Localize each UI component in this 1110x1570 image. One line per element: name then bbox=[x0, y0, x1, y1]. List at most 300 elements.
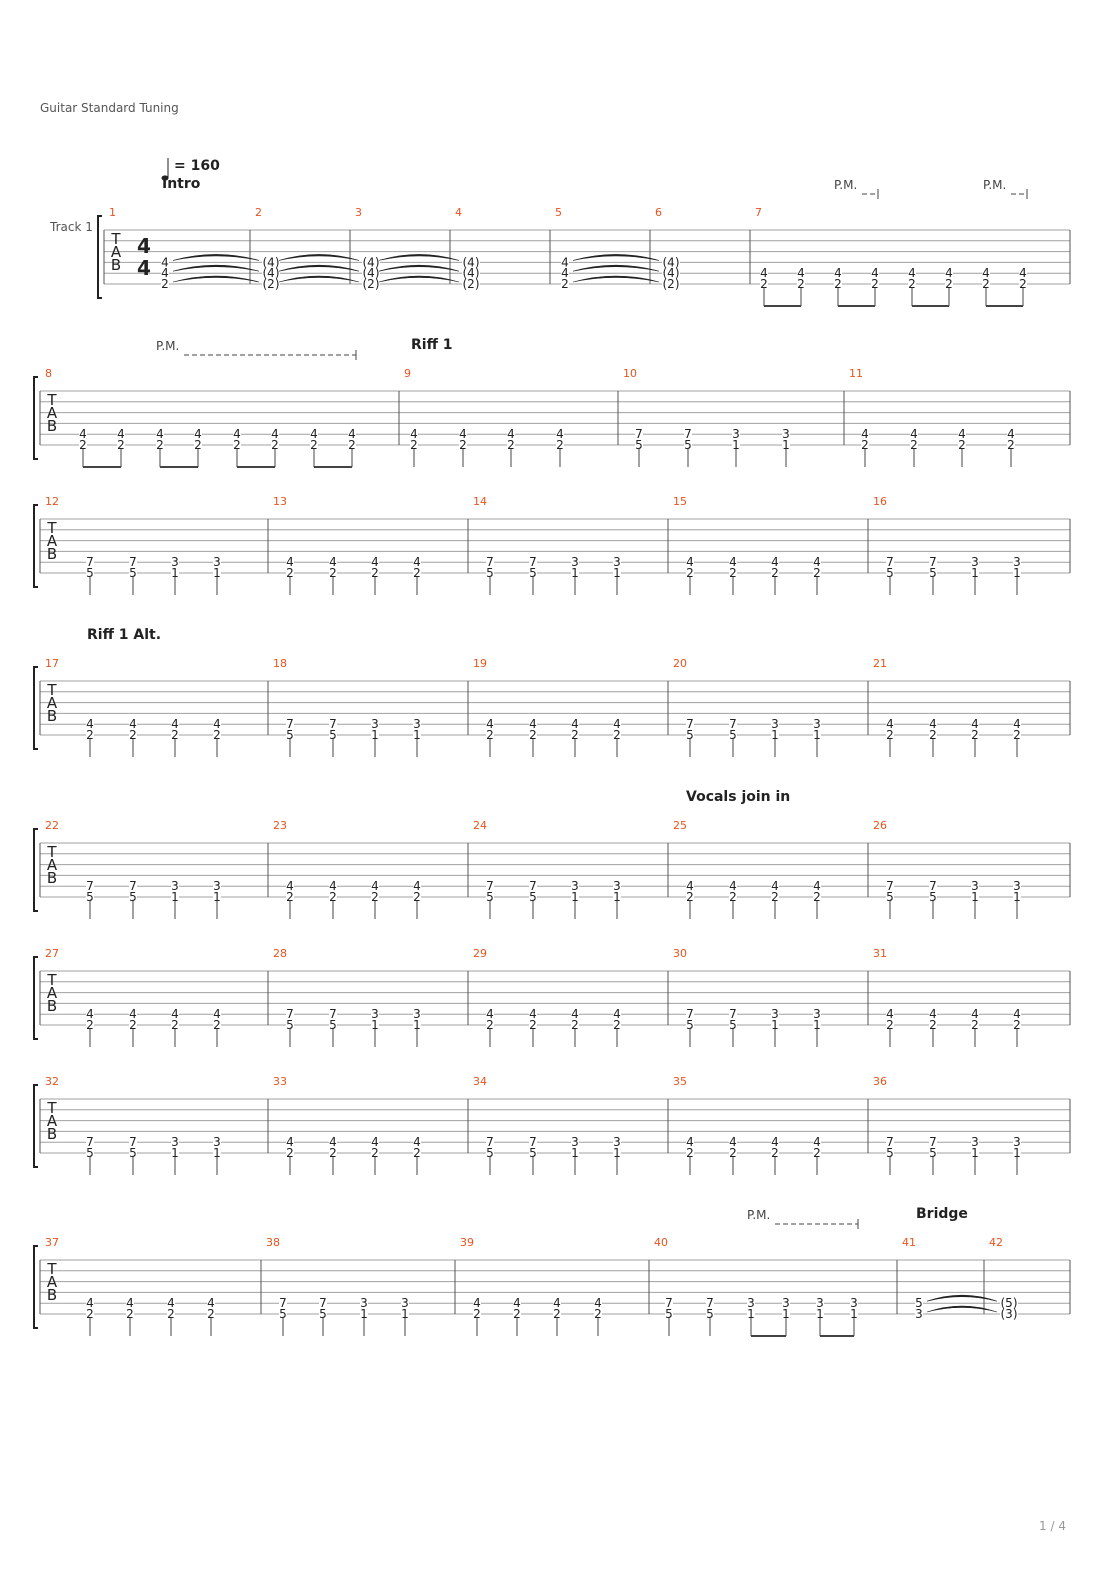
measure-number: 20 bbox=[673, 657, 687, 670]
fret-number: (4) bbox=[362, 255, 380, 270]
fret-number: 4 bbox=[561, 255, 569, 270]
fret-number: 7 bbox=[279, 1296, 287, 1311]
fret-number: 2 bbox=[553, 1307, 561, 1321]
fret-number: 4 bbox=[771, 1135, 779, 1150]
fret-number: 5 bbox=[529, 566, 537, 580]
measure-number: 14 bbox=[473, 495, 487, 508]
tab-clef-letter: T bbox=[47, 391, 57, 409]
system-bracket bbox=[34, 1246, 38, 1328]
fret-number: 5 bbox=[129, 1146, 137, 1160]
fret-number: 7 bbox=[635, 427, 643, 442]
tie-arc bbox=[573, 254, 659, 260]
fret-number: 4 bbox=[1013, 717, 1021, 732]
measure-number: 23 bbox=[273, 819, 287, 832]
fret-number: 2 bbox=[329, 890, 337, 904]
measure-number: 19 bbox=[473, 657, 487, 670]
tab-clef-letter: A bbox=[46, 404, 58, 422]
fret-number: 4 bbox=[507, 427, 515, 442]
tie-arc bbox=[573, 276, 659, 282]
fret-number: 5 bbox=[286, 1018, 294, 1032]
tab-clef-letter: B bbox=[46, 1286, 58, 1304]
fret-number: 5 bbox=[86, 566, 94, 580]
measure-number: 15 bbox=[673, 495, 687, 508]
fret-number: 3 bbox=[371, 717, 379, 732]
fret-number: 2 bbox=[271, 438, 279, 452]
fret-number: 3 bbox=[771, 1007, 779, 1022]
fret-number: (3) bbox=[1000, 1307, 1018, 1321]
fret-number: 4 bbox=[553, 1296, 561, 1311]
fret-number: 2 bbox=[348, 438, 356, 452]
fret-number: (4) bbox=[262, 255, 280, 270]
fret-number: 2 bbox=[329, 1146, 337, 1160]
measure-number: 25 bbox=[673, 819, 687, 832]
fret-number: 2 bbox=[813, 1146, 821, 1160]
fret-number: 2 bbox=[556, 438, 564, 452]
fret-number: 5 bbox=[686, 1018, 694, 1032]
fret-number: 4 bbox=[908, 266, 916, 281]
fret-number: 2 bbox=[613, 1018, 621, 1032]
tie-arc bbox=[173, 254, 259, 260]
fret-number: 3 bbox=[171, 1135, 179, 1150]
fret-number: 2 bbox=[213, 728, 221, 742]
fret-number: 2 bbox=[871, 277, 879, 291]
tie-arc bbox=[379, 265, 459, 271]
fret-number: 1 bbox=[413, 1018, 421, 1032]
system-bracket bbox=[34, 829, 38, 911]
fret-number: (4) bbox=[662, 255, 680, 270]
fret-number: 4 bbox=[410, 427, 418, 442]
fret-number: 2 bbox=[813, 566, 821, 580]
tab-clef-letter: T bbox=[111, 230, 121, 248]
tab-clef-letter: A bbox=[46, 1273, 58, 1291]
fret-number: 3 bbox=[971, 1135, 979, 1150]
measure-number: 21 bbox=[873, 657, 887, 670]
tab-clef-letter: A bbox=[46, 856, 58, 874]
fret-number: 4 bbox=[1019, 266, 1027, 281]
tie-arc bbox=[379, 276, 459, 282]
fret-number: 3 bbox=[171, 555, 179, 570]
measure-number: 30 bbox=[673, 947, 687, 960]
fret-number: 1 bbox=[571, 890, 579, 904]
fret-number: 5 bbox=[319, 1307, 327, 1321]
measure-number: 6 bbox=[655, 206, 662, 219]
fret-number: 3 bbox=[732, 427, 740, 442]
fret-number: 4 bbox=[613, 717, 621, 732]
fret-number: 2 bbox=[371, 1146, 379, 1160]
measure-number: 38 bbox=[266, 1236, 280, 1249]
measure-number: 40 bbox=[654, 1236, 668, 1249]
fret-number: 4 bbox=[459, 427, 467, 442]
fret-number: 4 bbox=[529, 717, 537, 732]
palm-mute-label: P.M. bbox=[156, 339, 180, 353]
fret-number: 2 bbox=[529, 728, 537, 742]
section-label: Intro bbox=[162, 176, 201, 192]
fret-number: 2 bbox=[171, 1018, 179, 1032]
fret-number: 7 bbox=[486, 555, 494, 570]
tab-clef-letter: A bbox=[46, 532, 58, 550]
fret-number: 4 bbox=[171, 717, 179, 732]
fret-number: 4 bbox=[571, 717, 579, 732]
fret-number: 5 bbox=[279, 1307, 287, 1321]
fret-number: 7 bbox=[729, 1007, 737, 1022]
fret-number: 2 bbox=[929, 728, 937, 742]
fret-number: 4 bbox=[233, 427, 241, 442]
fret-number: 2 bbox=[329, 566, 337, 580]
tab-clef-letter: B bbox=[46, 997, 58, 1015]
fret-number: 7 bbox=[886, 555, 894, 570]
tab-clef-letter: T bbox=[47, 1260, 57, 1278]
fret-number: 5 bbox=[929, 1146, 937, 1160]
measure-number: 18 bbox=[273, 657, 287, 670]
fret-number: 4 bbox=[556, 427, 564, 442]
fret-number: 2 bbox=[760, 277, 768, 291]
fret-number: 2 bbox=[410, 438, 418, 452]
fret-number: 2 bbox=[129, 728, 137, 742]
fret-number: 4 bbox=[686, 879, 694, 894]
page-number: 1 / 4 bbox=[1039, 1519, 1066, 1533]
fret-number: 4 bbox=[945, 266, 953, 281]
section-label: Riff 1 Alt. bbox=[87, 627, 162, 643]
fret-number: 4 bbox=[529, 1007, 537, 1022]
fret-number: 1 bbox=[1013, 890, 1021, 904]
fret-number: 2 bbox=[594, 1307, 602, 1321]
tab-clef-letter: T bbox=[47, 681, 57, 699]
fret-number: 2 bbox=[958, 438, 966, 452]
fret-number: 3 bbox=[613, 1135, 621, 1150]
fret-number: 7 bbox=[286, 717, 294, 732]
fret-number: 2 bbox=[1007, 438, 1015, 452]
fret-number: 1 bbox=[213, 566, 221, 580]
fret-number: 2 bbox=[1019, 277, 1027, 291]
fret-number: 7 bbox=[486, 879, 494, 894]
fret-number: 4 bbox=[473, 1296, 481, 1311]
fret-number: 4 bbox=[613, 1007, 621, 1022]
fret-number: 4 bbox=[813, 879, 821, 894]
measure-number: 36 bbox=[873, 1075, 887, 1088]
fret-number: 1 bbox=[613, 566, 621, 580]
fret-number: 4 bbox=[771, 555, 779, 570]
fret-number: 4 bbox=[760, 266, 768, 281]
fret-number: 2 bbox=[908, 277, 916, 291]
fret-number: 7 bbox=[129, 1135, 137, 1150]
fret-number: 4 bbox=[207, 1296, 215, 1311]
fret-number: 1 bbox=[782, 438, 790, 452]
fret-number: (4) bbox=[662, 266, 680, 281]
fret-number: 2 bbox=[1013, 728, 1021, 742]
fret-number: 5 bbox=[686, 728, 694, 742]
tab-clef-letter: A bbox=[110, 243, 122, 261]
measure-number: 8 bbox=[45, 367, 52, 380]
fret-number: 7 bbox=[319, 1296, 327, 1311]
fret-number: 4 bbox=[886, 717, 894, 732]
fret-number: 7 bbox=[86, 555, 94, 570]
fret-number: 7 bbox=[665, 1296, 673, 1311]
fret-number: 3 bbox=[371, 1007, 379, 1022]
fret-number: 5 bbox=[529, 1146, 537, 1160]
fret-number: 2 bbox=[117, 438, 125, 452]
fret-number: 1 bbox=[571, 1146, 579, 1160]
time-signature-top: 4 bbox=[137, 234, 151, 258]
fret-number: 7 bbox=[529, 555, 537, 570]
fret-number: 3 bbox=[571, 879, 579, 894]
fret-number: 2 bbox=[771, 1146, 779, 1160]
fret-number: 2 bbox=[79, 438, 87, 452]
palm-mute-label: P.M. bbox=[834, 178, 858, 192]
fret-number: 7 bbox=[686, 1007, 694, 1022]
fret-number: 7 bbox=[529, 879, 537, 894]
fret-number: 7 bbox=[686, 717, 694, 732]
tie-arc bbox=[927, 1306, 997, 1312]
fret-number: 4 bbox=[834, 266, 842, 281]
fret-number: 1 bbox=[371, 728, 379, 742]
measure-number: 28 bbox=[273, 947, 287, 960]
fret-number: 1 bbox=[213, 1146, 221, 1160]
measure-number: 34 bbox=[473, 1075, 487, 1088]
measure-number: 11 bbox=[849, 367, 863, 380]
fret-number: 4 bbox=[929, 717, 937, 732]
fret-number: 2 bbox=[886, 728, 894, 742]
tuning-label: Guitar Standard Tuning bbox=[40, 101, 179, 115]
fret-number: 5 bbox=[915, 1296, 923, 1311]
fret-number: 2 bbox=[571, 728, 579, 742]
fret-number: 2 bbox=[507, 438, 515, 452]
fret-number: 4 bbox=[813, 555, 821, 570]
fret-number: 1 bbox=[213, 890, 221, 904]
fret-number: 4 bbox=[486, 1007, 494, 1022]
fret-number: (4) bbox=[462, 255, 480, 270]
fret-number: 2 bbox=[1013, 1018, 1021, 1032]
fret-number: 1 bbox=[371, 1018, 379, 1032]
fret-number: 7 bbox=[86, 1135, 94, 1150]
fret-number: 4 bbox=[561, 266, 569, 281]
fret-number: 4 bbox=[910, 427, 918, 442]
fret-number: 4 bbox=[797, 266, 805, 281]
system-bracket bbox=[34, 1085, 38, 1167]
tie-arc bbox=[279, 265, 359, 271]
palm-mute-label: P.M. bbox=[983, 178, 1007, 192]
fret-number: 1 bbox=[571, 566, 579, 580]
fret-number: 4 bbox=[813, 1135, 821, 1150]
fret-number: 7 bbox=[706, 1296, 714, 1311]
fret-number: 2 bbox=[126, 1307, 134, 1321]
fret-number: 5 bbox=[729, 1018, 737, 1032]
fret-number: 3 bbox=[360, 1296, 368, 1311]
fret-number: 3 bbox=[413, 1007, 421, 1022]
fret-number: 4 bbox=[729, 555, 737, 570]
measure-number: 1 bbox=[109, 206, 116, 219]
fret-number: 3 bbox=[213, 879, 221, 894]
fret-number: 4 bbox=[929, 1007, 937, 1022]
fret-number: 1 bbox=[813, 728, 821, 742]
fret-number: 4 bbox=[686, 1135, 694, 1150]
fret-number: 1 bbox=[971, 890, 979, 904]
fret-number: 4 bbox=[594, 1296, 602, 1311]
measure-number: 22 bbox=[45, 819, 59, 832]
fret-number: 1 bbox=[782, 1307, 790, 1321]
fret-number: 4 bbox=[79, 427, 87, 442]
fret-number: 2 bbox=[286, 890, 294, 904]
measure-number: 33 bbox=[273, 1075, 287, 1088]
fret-number: 3 bbox=[213, 555, 221, 570]
fret-number: 5 bbox=[129, 566, 137, 580]
fret-number: 7 bbox=[129, 555, 137, 570]
measure-number: 26 bbox=[873, 819, 887, 832]
fret-number: 1 bbox=[1013, 1146, 1021, 1160]
fret-number: 4 bbox=[729, 879, 737, 894]
measure-number: 32 bbox=[45, 1075, 59, 1088]
fret-number: 2 bbox=[834, 277, 842, 291]
tab-clef-letter: T bbox=[47, 1099, 57, 1117]
fret-number: 2 bbox=[413, 890, 421, 904]
fret-number: 5 bbox=[665, 1307, 673, 1321]
fret-number: 2 bbox=[861, 438, 869, 452]
fret-number: 5 bbox=[286, 728, 294, 742]
fret-number: 4 bbox=[286, 879, 294, 894]
fret-number: 4 bbox=[571, 1007, 579, 1022]
fret-number: 2 bbox=[771, 566, 779, 580]
fret-number: 4 bbox=[117, 427, 125, 442]
fret-number: 3 bbox=[613, 879, 621, 894]
fret-number: 2 bbox=[459, 438, 467, 452]
tab-clef-letter: T bbox=[47, 519, 57, 537]
system-bracket bbox=[34, 667, 38, 749]
fret-number: 7 bbox=[929, 879, 937, 894]
fret-number: 7 bbox=[286, 1007, 294, 1022]
fret-number: 5 bbox=[886, 890, 894, 904]
fret-number: 1 bbox=[816, 1307, 824, 1321]
fret-number: 7 bbox=[929, 1135, 937, 1150]
tab-clef-letter: A bbox=[46, 694, 58, 712]
fret-number: 7 bbox=[529, 1135, 537, 1150]
fret-number: 7 bbox=[329, 717, 337, 732]
measure-number: 39 bbox=[460, 1236, 474, 1249]
fret-number: 1 bbox=[971, 1146, 979, 1160]
system-bracket bbox=[34, 957, 38, 1039]
tie-arc bbox=[173, 276, 259, 282]
fret-number: 3 bbox=[971, 555, 979, 570]
fret-number: 4 bbox=[513, 1296, 521, 1311]
fret-number: 1 bbox=[613, 890, 621, 904]
fret-number: 3 bbox=[915, 1307, 923, 1321]
fret-number: 2 bbox=[413, 566, 421, 580]
fret-number: 4 bbox=[371, 555, 379, 570]
tab-clef-letter: B bbox=[110, 256, 122, 274]
fret-number: 7 bbox=[329, 1007, 337, 1022]
fret-number: 2 bbox=[486, 1018, 494, 1032]
fret-number: 2 bbox=[729, 566, 737, 580]
fret-number: 2 bbox=[813, 890, 821, 904]
fret-number: (2) bbox=[462, 277, 480, 291]
measure-number: 27 bbox=[45, 947, 59, 960]
fret-number: 4 bbox=[413, 879, 421, 894]
fret-number: 4 bbox=[371, 879, 379, 894]
fret-number: 2 bbox=[86, 1018, 94, 1032]
fret-number: 3 bbox=[571, 555, 579, 570]
measure-number: 31 bbox=[873, 947, 887, 960]
fret-number: 5 bbox=[706, 1307, 714, 1321]
fret-number: 1 bbox=[413, 728, 421, 742]
fret-number: 4 bbox=[126, 1296, 134, 1311]
fret-number: 2 bbox=[929, 1018, 937, 1032]
fret-number: 4 bbox=[886, 1007, 894, 1022]
fret-number: 2 bbox=[729, 1146, 737, 1160]
fret-number: 4 bbox=[1007, 427, 1015, 442]
fret-number: 5 bbox=[486, 890, 494, 904]
fret-number: 2 bbox=[945, 277, 953, 291]
section-label: Bridge bbox=[916, 1206, 968, 1222]
fret-number: 2 bbox=[156, 438, 164, 452]
fret-number: 1 bbox=[747, 1307, 755, 1321]
fret-number: 3 bbox=[771, 717, 779, 732]
fret-number: 5 bbox=[486, 1146, 494, 1160]
system-bracket bbox=[34, 505, 38, 587]
fret-number: 1 bbox=[732, 438, 740, 452]
fret-number: 4 bbox=[86, 1007, 94, 1022]
fret-number: 4 bbox=[213, 717, 221, 732]
measure-number: 17 bbox=[45, 657, 59, 670]
fret-number: 3 bbox=[782, 1296, 790, 1311]
fret-number: 2 bbox=[561, 277, 569, 291]
fret-number: (2) bbox=[262, 277, 280, 291]
fret-number: 3 bbox=[571, 1135, 579, 1150]
fret-number: 3 bbox=[971, 879, 979, 894]
fret-number: 2 bbox=[971, 1018, 979, 1032]
fret-number: 2 bbox=[971, 728, 979, 742]
fret-number: 2 bbox=[797, 277, 805, 291]
fret-number: 2 bbox=[571, 1018, 579, 1032]
fret-number: (4) bbox=[362, 266, 380, 281]
fret-number: 4 bbox=[129, 717, 137, 732]
fret-number: 4 bbox=[329, 1135, 337, 1150]
fret-number: 2 bbox=[729, 890, 737, 904]
fret-number: 2 bbox=[310, 438, 318, 452]
fret-number: 2 bbox=[213, 1018, 221, 1032]
fret-number: 1 bbox=[771, 728, 779, 742]
fret-number: 2 bbox=[486, 728, 494, 742]
fret-number: 4 bbox=[861, 427, 869, 442]
fret-number: 1 bbox=[613, 1146, 621, 1160]
fret-number: 7 bbox=[86, 879, 94, 894]
fret-number: 3 bbox=[782, 427, 790, 442]
fret-number: 2 bbox=[194, 438, 202, 452]
fret-number: 7 bbox=[129, 879, 137, 894]
fret-number: 4 bbox=[194, 427, 202, 442]
fret-number: 3 bbox=[213, 1135, 221, 1150]
measure-number: 9 bbox=[404, 367, 411, 380]
fret-number: 1 bbox=[171, 566, 179, 580]
fret-number: 3 bbox=[747, 1296, 755, 1311]
fret-number: 2 bbox=[167, 1307, 175, 1321]
measure-number: 37 bbox=[45, 1236, 59, 1249]
fret-number: 4 bbox=[686, 555, 694, 570]
fret-number: 1 bbox=[771, 1018, 779, 1032]
fret-number: 7 bbox=[886, 879, 894, 894]
fret-number: 5 bbox=[129, 890, 137, 904]
measure-number: 10 bbox=[623, 367, 637, 380]
fret-number: 4 bbox=[156, 427, 164, 442]
fret-number: 3 bbox=[1013, 1135, 1021, 1150]
fret-number: 1 bbox=[171, 1146, 179, 1160]
fret-number: 4 bbox=[1013, 1007, 1021, 1022]
fret-number: 7 bbox=[886, 1135, 894, 1150]
tab-clef-letter: B bbox=[46, 869, 58, 887]
fret-number: 3 bbox=[171, 879, 179, 894]
fret-number: 5 bbox=[86, 1146, 94, 1160]
system-bracket bbox=[98, 216, 102, 298]
measure-number: 16 bbox=[873, 495, 887, 508]
measure-number: 5 bbox=[555, 206, 562, 219]
fret-number: 1 bbox=[360, 1307, 368, 1321]
